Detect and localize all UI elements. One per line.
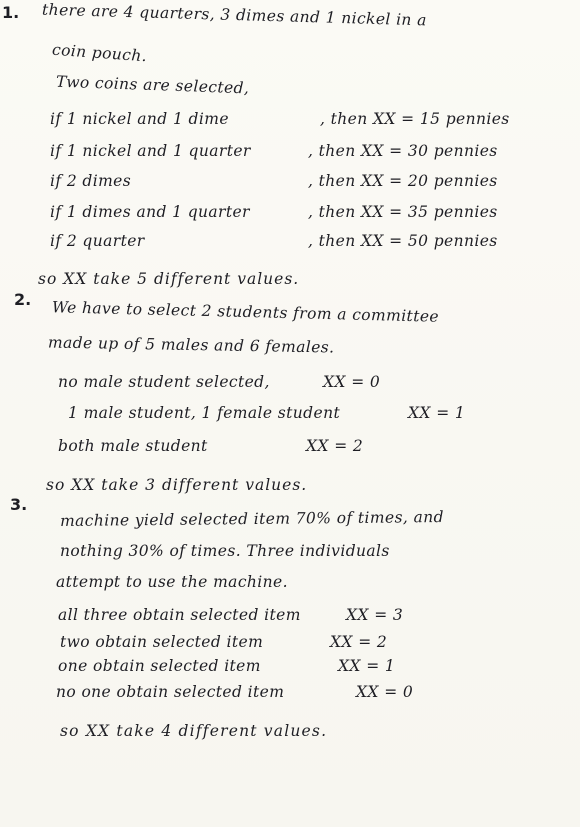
q1-case-5 <box>50 232 498 250</box>
q2-case-3 <box>58 437 363 455</box>
q1-case-3-result: , then XX = 20 pennies <box>308 172 498 190</box>
q3-number: 3. <box>10 495 28 514</box>
q1-case-1-result: , then XX = 15 pennies <box>320 110 510 128</box>
q3-case-4-result: XX = 0 <box>356 683 414 701</box>
q2-line2: made up of 5 males and 6 females. <box>47 333 335 357</box>
q1-case-2 <box>50 142 498 160</box>
q1-case-1-condition: if 1 nickel and 1 dime <box>50 110 229 128</box>
q3-case-2-condition: two obtain selected item <box>60 633 264 651</box>
q1-case-3-condition: if 2 dimes <box>50 172 132 190</box>
q3-case-2-result: XX = 2 <box>330 633 388 651</box>
q3-case-2 <box>60 633 387 651</box>
q1-case-4-condition: if 1 dimes and 1 quarter <box>50 203 250 221</box>
q1-case-5-result: , then XX = 50 pennies <box>308 232 498 250</box>
q3-line3: attempt to use the machine. <box>56 573 288 591</box>
q1-case-3 <box>50 172 498 190</box>
q3-line2: nothing 30% of times. Three individuals <box>60 542 390 560</box>
q1-conclusion: so XX take 5 different values. <box>38 270 300 288</box>
q3-case-3-result: XX = 1 <box>338 657 396 675</box>
q3-case-1-condition: all three obtain selected item <box>58 606 301 624</box>
q3-line1: machine yield selected item 70% of times, and <box>59 507 444 531</box>
q1-case-2-result: , then XX = 30 pennies <box>308 142 498 160</box>
q2-case-1-result: XX = 0 <box>323 373 381 391</box>
q2-case-3-result: XX = 2 <box>306 437 364 455</box>
q2-number: 2. <box>14 290 32 309</box>
q1-case-1 <box>50 110 510 128</box>
q2-case-2 <box>68 404 465 422</box>
q1-case-4-result: , then XX = 35 pennies <box>308 203 498 221</box>
q2-case-2-result: XX = 1 <box>408 404 466 422</box>
q1-case-4 <box>50 203 498 221</box>
q3-conclusion: so XX take 4 different values. <box>60 722 328 740</box>
q3-case-4-condition: no one obtain selected item <box>56 683 285 701</box>
q2-line1: We have to select 2 students from a committee <box>51 298 440 326</box>
q2-case-3-condition: both male student <box>58 437 208 455</box>
q3-case-1 <box>58 606 403 624</box>
q1-case-2-condition: if 1 nickel and 1 quarter <box>50 142 251 160</box>
q2-conclusion: so XX take 3 different values. <box>46 476 308 494</box>
q1-line1: there are 4 quarters, 3 dimes and 1 nickel in a <box>41 0 428 30</box>
q3-case-1-result: XX = 3 <box>346 606 404 624</box>
q2-case-2-condition: 1 male student, 1 female student <box>68 404 341 422</box>
q1-line2: coin pouch. <box>51 40 148 66</box>
q1-number: 1. <box>2 3 20 22</box>
q3-case-3-condition: one obtain selected item <box>58 657 261 675</box>
q1-line3: Two coins are selected, <box>55 72 250 98</box>
q2-case-1-condition: no male student selected, <box>58 373 270 391</box>
q3-case-4 <box>56 683 413 701</box>
q3-case-3 <box>58 657 395 675</box>
q2-case-1 <box>58 373 380 391</box>
q1-case-5-condition: if 2 quarter <box>50 232 145 250</box>
